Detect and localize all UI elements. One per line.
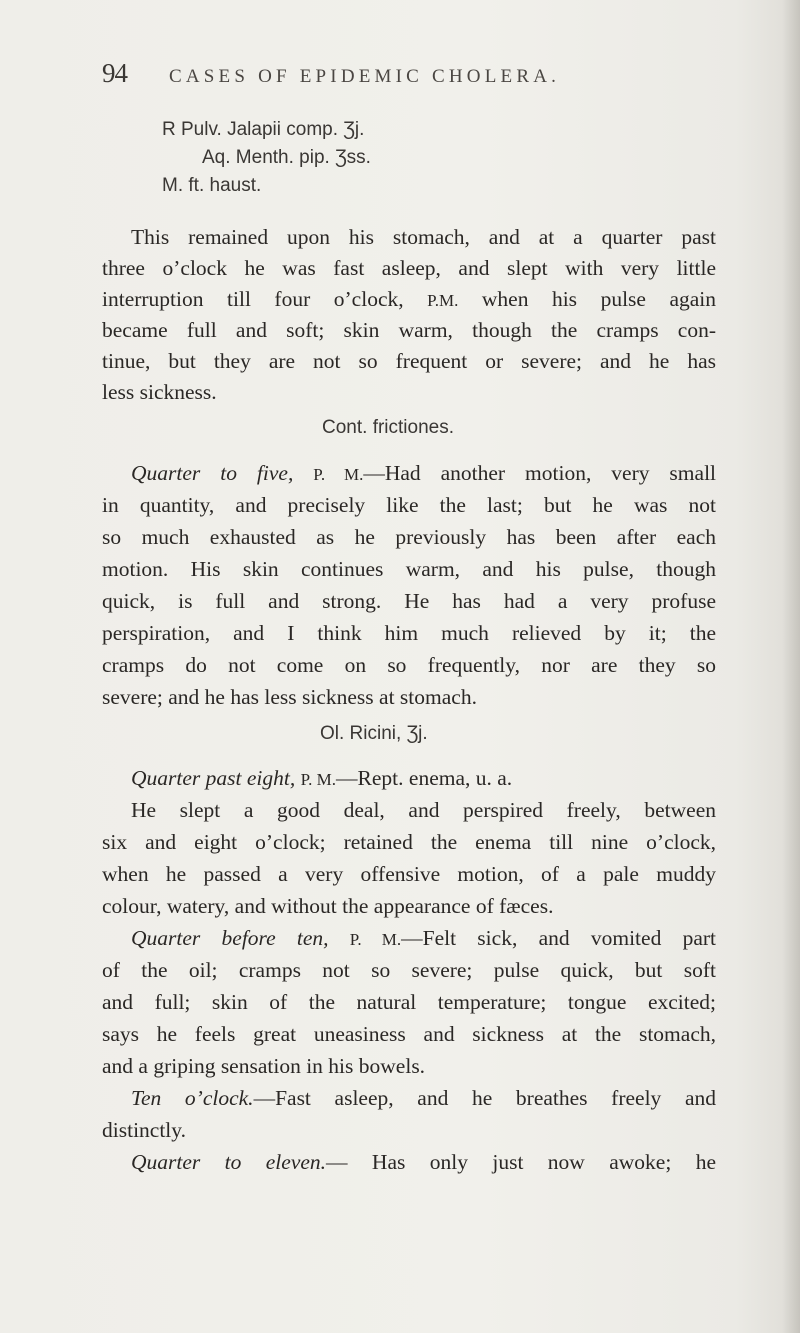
paragraph-line: when he passed a very offensive motion, of a pale muddy <box>102 862 716 886</box>
paragraph-line: three o’clock he was fast asleep, and slept with very little <box>102 256 716 280</box>
paragraph-line: He slept a good deal, and perspired freely, between <box>131 798 716 822</box>
paragraph-line: distinctly. <box>102 1118 187 1142</box>
paragraph-line: perspiration, and I think him much relieved by it; the <box>102 621 716 645</box>
text-fragment: interruption till four o’clock, <box>102 287 404 311</box>
text-fragment: —Rept. enema, u. a. <box>336 766 513 790</box>
paragraph-line <box>131 928 716 950</box>
instruction-line: Cont. frictiones. <box>322 417 454 438</box>
paragraph-line: severe; and he has less sickness at stomach. <box>102 685 477 709</box>
prescription-line: R Pulv. Jalapii comp. Ʒj. <box>162 119 365 140</box>
text-fragment: when his pulse again <box>481 287 717 311</box>
time-heading: Quarter before ten, <box>131 926 329 950</box>
time-abbreviation: P.M. <box>427 291 459 310</box>
time-heading: Quarter to five, <box>131 461 294 485</box>
paragraph-line: less sickness. <box>102 380 217 404</box>
paragraph-line: cramps do not come on so frequently, nor are they so <box>102 653 716 677</box>
text-fragment: —Felt sick, and vomited part <box>401 926 716 950</box>
prescription-line: M. ft. haust. <box>162 175 262 196</box>
page-edge-shadow <box>782 0 800 1333</box>
paragraph-line: of the oil; cramps not so severe; pulse quick, but soft <box>102 958 716 982</box>
paragraph-line: colour, watery, and without the appearance of fæces. <box>102 894 554 918</box>
paragraph-line: and a griping sensation in his bowels. <box>102 1054 426 1078</box>
paragraph-line: in quantity, and precisely like the last; but he was not <box>102 493 716 517</box>
paragraph-line: motion. His skin continues warm, and his pulse, though <box>102 557 716 581</box>
text-fragment: —Fast asleep, and he breathes freely and <box>253 1086 716 1110</box>
time-heading: Quarter past eight, <box>131 766 296 790</box>
text-fragment: —Had another motion, very small <box>363 461 717 485</box>
time-abbreviation: P. M. <box>300 770 337 789</box>
text-fragment: — Has only just now awoke; he <box>326 1150 716 1174</box>
paragraph-line <box>131 1152 716 1174</box>
time-heading: Ten o’clock. <box>131 1086 254 1110</box>
paragraph-line: and full; skin of the natural temperature; tongue excited; <box>102 990 716 1014</box>
paragraph-line: quick, is full and strong. He has had a very profuse <box>102 589 716 613</box>
page-number: 94 <box>102 58 127 88</box>
paragraph-line <box>131 768 716 790</box>
paragraph-line: tinue, but they are not so frequent or severe; and he has <box>102 349 716 373</box>
paragraph-line: says he feels great uneasiness and sickness at the stomach, <box>102 1022 716 1046</box>
paragraph-line: so much exhausted as he previously has been after each <box>102 525 716 549</box>
paragraph-line: This remained upon his stomach, and at a quarter past <box>131 225 716 249</box>
paragraph-line: became full and soft; skin warm, though the cramps con- <box>102 318 716 342</box>
time-abbreviation: P. M. <box>349 930 402 949</box>
running-head: CASES OF EPIDEMIC CHOLERA. <box>169 66 561 87</box>
paragraph-line <box>131 463 716 485</box>
prescription-line: Aq. Menth. pip. Ʒss. <box>202 147 371 168</box>
time-heading: Quarter to eleven. <box>131 1150 327 1174</box>
paragraph-line: six and eight o’clock; retained the enema till nine o’clock, <box>102 830 716 854</box>
paragraph-line <box>131 1088 716 1110</box>
paragraph-line <box>102 289 716 311</box>
prescription-line: Ol. Ricini, Ʒj. <box>320 723 428 744</box>
time-abbreviation: P. M. <box>313 465 364 484</box>
